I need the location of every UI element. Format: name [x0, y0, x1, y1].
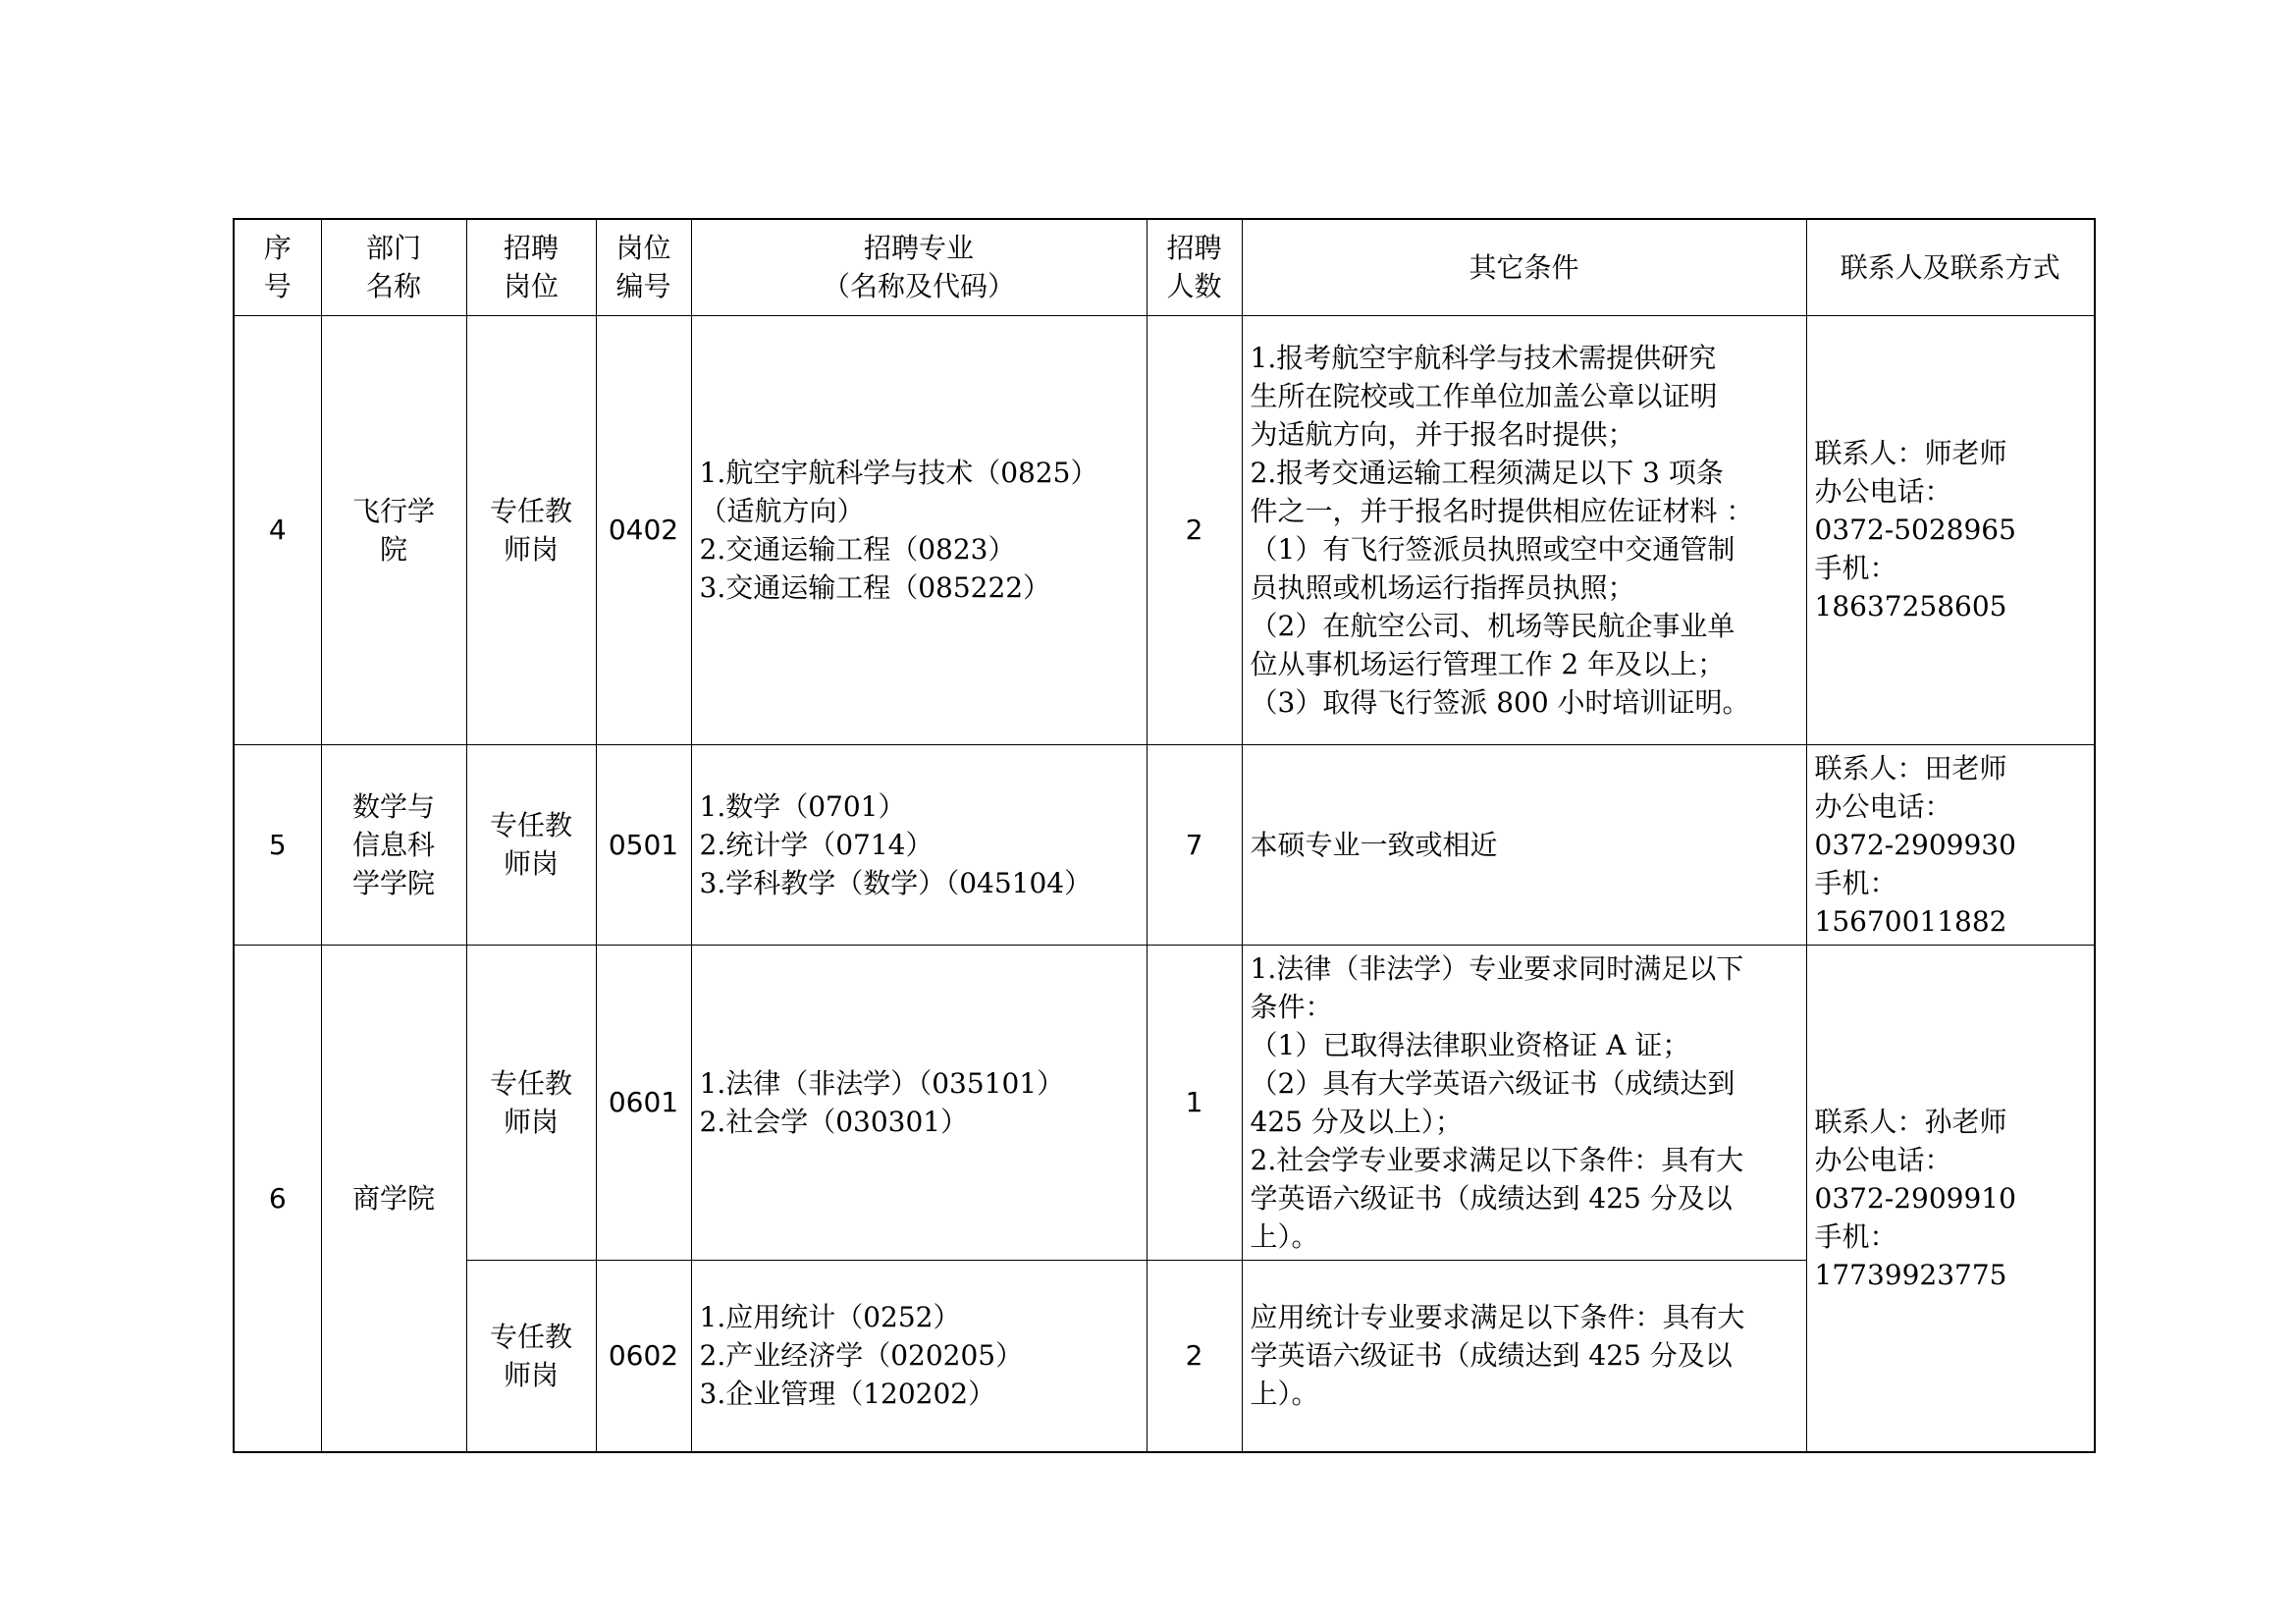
post-cell: 专任教 师岗 [466, 744, 596, 945]
dept-cell: 商学院 [321, 945, 466, 1452]
conditions-cell: 应用统计专业要求满足以下条件：具有大 学英语六级证书（成绩达到 425 分及以 上）。 [1242, 1260, 1806, 1452]
header-post: 招聘 岗位 [466, 219, 596, 315]
header-contact: 联系人及联系方式 [1806, 219, 2095, 315]
code-cell: 0501 [596, 744, 691, 945]
dept-cell: 数学与 信息科 学学院 [321, 744, 466, 945]
header-dept: 部门 名称 [321, 219, 466, 315]
table-row [234, 945, 2095, 1260]
code-cell: 0601 [596, 945, 691, 1260]
code-cell: 0402 [596, 315, 691, 744]
major-cell: 1.法律（非法学）（035101） 2.社会学（030301） [691, 945, 1147, 1260]
contact-cell: 联系人：田老师 办公电话： 0372-2909930 手机：15670011882 [1806, 744, 2095, 945]
header-code: 岗位 编号 [596, 219, 691, 315]
code-cell: 0602 [596, 1260, 691, 1452]
header-seq: 序 号 [234, 219, 321, 315]
major-cell: 1.航空宇航科学与技术（0825） （适航方向） 2.交通运输工程（0823） 3.交通运输工程（085222） [691, 315, 1147, 744]
table-row [234, 315, 2095, 744]
contact-cell: 联系人：师老师 办公电话： 0372-5028965 手机：18637258605 [1806, 315, 2095, 744]
header-conditions: 其它条件 [1242, 219, 1806, 315]
post-cell: 专任教 师岗 [466, 315, 596, 744]
conditions-cell: 1.法律（非法学）专业要求同时满足以下 条件： （1）已取得法律职业资格证 A 证； （2）具有大学英语六级证书（成绩达到 425 分及以上）； 2.社会学专业要求满足以下条件：具有大 学英语六级证书（成绩达到 425 分及以 上）。 [1242, 945, 1806, 1260]
seq-cell: 6 [234, 945, 321, 1452]
table-row [234, 744, 2095, 945]
major-cell: 1.应用统计（0252） 2.产业经济学（020205） 3.企业管理（120202） [691, 1260, 1147, 1452]
recruitment-table [233, 218, 2096, 1453]
seq-cell: 5 [234, 744, 321, 945]
major-cell: 1.数学（0701） 2.统计学（0714） 3.学科教学（数学）（045104） [691, 744, 1147, 945]
post-cell: 专任教 师岗 [466, 1260, 596, 1452]
header-major: 招聘专业 （名称及代码） [691, 219, 1147, 315]
post-cell: 专任教 师岗 [466, 945, 596, 1260]
count-cell: 2 [1147, 315, 1242, 744]
count-cell: 1 [1147, 945, 1242, 1260]
conditions-cell: 1.报考航空宇航科学与技术需提供研究 生所在院校或工作单位加盖公章以证明 为适航方向，并于报名时提供； 2.报考交通运输工程须满足以下 3 项条 件之一，并于报名时提供相应佐证材料 ： （1）有飞行签派员执照或空中交通管制 员执照或机场运行指挥员执照； （2）在航空公司、机场等民航企事业单 位从事机场运行管理工作 2 年及以上； （3）取得飞行签派 800 小时培训证明。 [1242, 315, 1806, 744]
dept-cell: 飞行学 院 [321, 315, 466, 744]
count-cell: 7 [1147, 744, 1242, 945]
conditions-cell: 本硕专业一致或相近 [1242, 744, 1806, 945]
count-cell: 2 [1147, 1260, 1242, 1452]
seq-cell: 4 [234, 315, 321, 744]
contact-cell: 联系人：孙老师 办公电话： 0372-2909910 手机：17739923775 [1806, 945, 2095, 1452]
header-count: 招聘 人数 [1147, 219, 1242, 315]
header-row [234, 219, 2095, 315]
